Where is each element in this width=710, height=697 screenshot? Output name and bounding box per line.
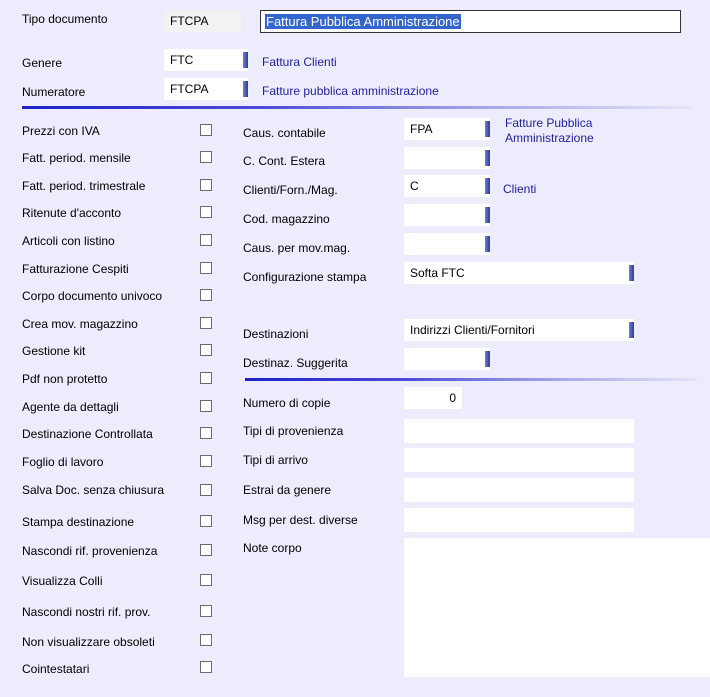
tipi-provenienza-label: Tipi di provenienza — [243, 424, 344, 438]
numero-copie-label: Numero di copie — [243, 396, 331, 410]
tipi-provenienza-input[interactable] — [404, 419, 634, 443]
option-label: Agente da dettagli — [22, 400, 119, 414]
tipo-documento-desc-input[interactable] — [260, 10, 681, 33]
option-label: Cointestatari — [22, 662, 90, 676]
option-label: Foglio di lavoro — [22, 455, 104, 469]
caus-contabile-desc-line1: Fatture Pubblica — [505, 116, 593, 130]
note-corpo-label: Note corpo — [243, 541, 302, 555]
clienti-lookup-button[interactable] — [485, 178, 490, 194]
option-label: Fatt. period. mensile — [22, 151, 131, 165]
tipo-documento-code: FTCPA — [164, 10, 241, 32]
destinaz-suggerita-field[interactable] — [404, 348, 490, 370]
clienti-field[interactable] — [404, 175, 490, 197]
option-checkbox[interactable] — [200, 262, 212, 274]
header-separator — [22, 106, 692, 109]
destinazioni-value: Indirizzi Clienti/Fornitori — [410, 323, 535, 337]
option-checkbox[interactable] — [200, 344, 212, 356]
option-checkbox[interactable] — [200, 661, 212, 673]
option-checkbox[interactable] — [200, 234, 212, 246]
cod-magazzino-label: Cod. magazzino — [243, 212, 330, 226]
caus-contabile-label: Caus. contabile — [243, 126, 326, 140]
option-label: Nascondi rif. provenienza — [22, 544, 158, 558]
numeratore-desc: Fatture pubblica amministrazione — [262, 84, 439, 98]
option-checkbox[interactable] — [200, 317, 212, 329]
estrai-genere-label: Estrai da genere — [243, 483, 332, 497]
tipo-documento-desc-text: Fattura Pubblica Amministrazione — [266, 14, 460, 29]
caus-mov-lookup-button[interactable] — [485, 236, 490, 252]
option-checkbox[interactable] — [200, 574, 212, 586]
option-label: Prezzi con IVA — [22, 124, 100, 138]
option-checkbox[interactable] — [200, 634, 212, 646]
clienti-desc: Clienti — [503, 182, 537, 196]
genere-value: FTC — [170, 53, 194, 67]
option-label: Salva Doc. senza chiusura — [22, 483, 165, 497]
option-label: Fatturazione Cespiti — [22, 262, 129, 276]
option-label: Gestione kit — [22, 344, 86, 358]
option-checkbox[interactable] — [200, 124, 212, 136]
tipi-arrivo-label: Tipi di arrivo — [243, 453, 308, 467]
option-label: Fatt. period. trimestrale — [22, 179, 146, 193]
destinaz-suggerita-lookup-button[interactable] — [485, 351, 490, 367]
caus-mov-field[interactable] — [404, 233, 490, 255]
numeratore-field[interactable] — [164, 78, 248, 100]
estrai-genere-input[interactable] — [404, 478, 634, 502]
genere-field[interactable] — [164, 49, 248, 71]
option-checkbox[interactable] — [200, 544, 212, 556]
caus-mov-label: Caus. per mov.mag. — [243, 241, 351, 255]
cont-estera-field[interactable] — [404, 147, 490, 169]
numeratore-label: Numeratore — [22, 85, 86, 99]
tipi-arrivo-input[interactable] — [404, 448, 634, 472]
option-checkbox[interactable] — [200, 427, 212, 439]
option-label: Non visualizzare obsoleti — [22, 635, 155, 649]
option-checkbox[interactable] — [200, 455, 212, 467]
tipo-documento-label: Tipo documento — [22, 12, 108, 26]
caus-contabile-desc-line2: Amministrazione — [505, 131, 594, 145]
destinazioni-field[interactable] — [404, 319, 634, 341]
option-label: Pdf non protetto — [22, 372, 108, 386]
destinazioni-lookup-button[interactable] — [629, 322, 634, 338]
config-stampa-label: Configurazione stampa — [243, 270, 367, 284]
right-separator — [245, 378, 697, 381]
genere-lookup-button[interactable] — [243, 52, 248, 68]
option-label: Crea mov. magazzino — [22, 317, 138, 331]
msg-dest-label: Msg per dest. diverse — [243, 513, 358, 527]
option-checkbox[interactable] — [200, 372, 212, 384]
destinaz-suggerita-label: Destinaz. Suggerita — [243, 356, 348, 370]
numeratore-lookup-button[interactable] — [243, 81, 248, 97]
option-checkbox[interactable] — [200, 515, 212, 527]
option-label: Destinazione Controllata — [22, 427, 153, 441]
option-label: Visualizza Colli — [22, 574, 103, 588]
option-checkbox[interactable] — [200, 400, 212, 412]
option-label: Ritenute d'acconto — [22, 206, 122, 220]
cont-estera-label: C. Cont. Estera — [243, 154, 326, 168]
config-stampa-value: Softa FTC — [410, 266, 465, 280]
config-stampa-lookup-button[interactable] — [629, 265, 634, 281]
caus-contabile-field[interactable] — [404, 118, 490, 140]
option-checkbox[interactable] — [200, 179, 212, 191]
option-label: Nascondi nostri rif. prov. — [22, 605, 151, 619]
option-checkbox[interactable] — [200, 289, 212, 301]
numero-copie-input[interactable]: 0 — [404, 387, 462, 409]
option-label: Corpo documento univoco — [22, 289, 163, 303]
clienti-label: Clienti/Forn./Mag. — [243, 183, 338, 197]
option-checkbox[interactable] — [200, 484, 212, 496]
cod-magazzino-lookup-button[interactable] — [485, 207, 490, 223]
caus-contabile-value: FPA — [410, 122, 433, 136]
option-label: Stampa destinazione — [22, 515, 135, 529]
cod-magazzino-field[interactable] — [404, 204, 490, 226]
msg-dest-input[interactable] — [404, 508, 634, 532]
note-corpo-textarea[interactable] — [404, 538, 710, 677]
genere-label: Genere — [22, 56, 63, 70]
numeratore-value: FTCPA — [170, 82, 209, 96]
option-label: Articoli con listino — [22, 234, 115, 248]
destinazioni-label: Destinazioni — [243, 327, 309, 341]
clienti-value: C — [410, 179, 419, 193]
caus-contabile-lookup-button[interactable] — [485, 121, 490, 137]
option-checkbox[interactable] — [200, 605, 212, 617]
genere-desc: Fattura Clienti — [262, 55, 337, 69]
option-checkbox[interactable] — [200, 206, 212, 218]
option-checkbox[interactable] — [200, 151, 212, 163]
cont-estera-lookup-button[interactable] — [485, 150, 490, 166]
config-stampa-field[interactable] — [404, 262, 634, 284]
